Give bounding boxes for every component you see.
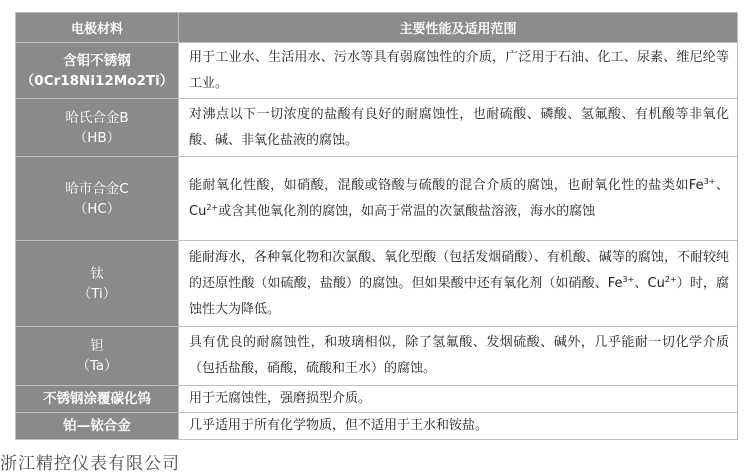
- description-text: 、Cu: [189, 177, 729, 219]
- material-code: （Ta）: [76, 358, 118, 374]
- table-row: [16, 386, 738, 413]
- material-cell: [16, 327, 179, 386]
- material-name: 铂—铱合金: [63, 418, 131, 434]
- table-row: [16, 327, 738, 386]
- superscript: 2+: [664, 274, 677, 284]
- description-cell: [179, 157, 738, 241]
- material-code: （Ti）: [77, 285, 117, 302]
- superscript: 3+: [703, 176, 716, 186]
- table-row: [16, 241, 738, 327]
- description-cell: 对沸点以下一切浓度的盐酸有良好的耐腐蚀性，也耐硫酸、磷酸、氢氟酸、有机酸等非氧化酸、碱、非氧化盐液的腐蚀。: [179, 99, 738, 157]
- description-cell: 几乎适用于所有化学物质，但不适用于王水和铵盐。: [179, 413, 738, 440]
- watermark: 浙江精控仪表有限公司: [0, 454, 180, 474]
- electrode-material-table: [15, 12, 738, 440]
- material-cell: [16, 413, 179, 440]
- description-text: 或含其他氧化剂的腐蚀，如高于常温的次氯酸盐溶液，海水的腐蚀: [218, 203, 596, 219]
- material-name: 不锈钢涂覆碳化钨: [43, 391, 151, 407]
- material-cell: [16, 157, 179, 241]
- description-text: 、Cu: [634, 275, 665, 291]
- table-header-row: [16, 13, 738, 43]
- material-name: 钽: [90, 338, 104, 354]
- description-cell: 具有优良的耐腐蚀性，和玻璃相似，除了氢氟酸、发烟硫酸、碱外，几乎能耐一切化学介质（包括盐酸，硝酸，硫酸和王水）的腐蚀。: [179, 327, 738, 386]
- description-text: ）时，腐蚀性大为降低。: [189, 275, 729, 317]
- material-cell: [16, 99, 179, 157]
- table-row: [16, 99, 738, 157]
- table-row: [16, 43, 738, 99]
- superscript: 3+: [622, 274, 635, 284]
- material-name: 含钼不锈钢: [63, 52, 131, 69]
- header-material: 电极材料: [16, 13, 179, 43]
- material-cell: [16, 241, 179, 327]
- header-properties: 主要性能及适用范围: [179, 13, 738, 43]
- table-row: [16, 413, 738, 440]
- material-cell: [16, 386, 179, 413]
- description-cell: [179, 241, 738, 327]
- material-name: 钛: [90, 265, 104, 282]
- description-cell: 用于无腐蚀性，强磨损型介质。: [179, 386, 738, 413]
- material-name: 哈市合金C: [65, 180, 129, 197]
- description-cell: 用于工业水、生活用水、污水等具有弱腐蚀性的介质，广泛用于石油、化工、尿素、维尼纶等工业。: [179, 43, 738, 99]
- superscript: 2+: [206, 202, 219, 212]
- material-code: （0Cr18Ni12Mo2Ti）: [20, 72, 174, 89]
- material-name: 哈氏合金B: [65, 109, 129, 126]
- description-text: 能耐氧化性酸，如硝酸，混酸或铬酸与硫酸的混合介质的腐蚀，也耐氧化性的盐类如Fe: [189, 177, 704, 193]
- description-text: 能耐海水，各种氧化物和次氯酸、氧化型酸（包括发烟硝酸）、有机酸、碱等的腐蚀，不耐较纯的还原性酸（如硫酸，盐酸）的腐蚀。但如果酸中还有氧化剂（如硝酸、Fe: [189, 249, 729, 291]
- table-row: [16, 157, 738, 241]
- material-code: （HC）: [73, 200, 121, 217]
- material-cell: [16, 43, 179, 99]
- material-code: （HB）: [73, 129, 121, 146]
